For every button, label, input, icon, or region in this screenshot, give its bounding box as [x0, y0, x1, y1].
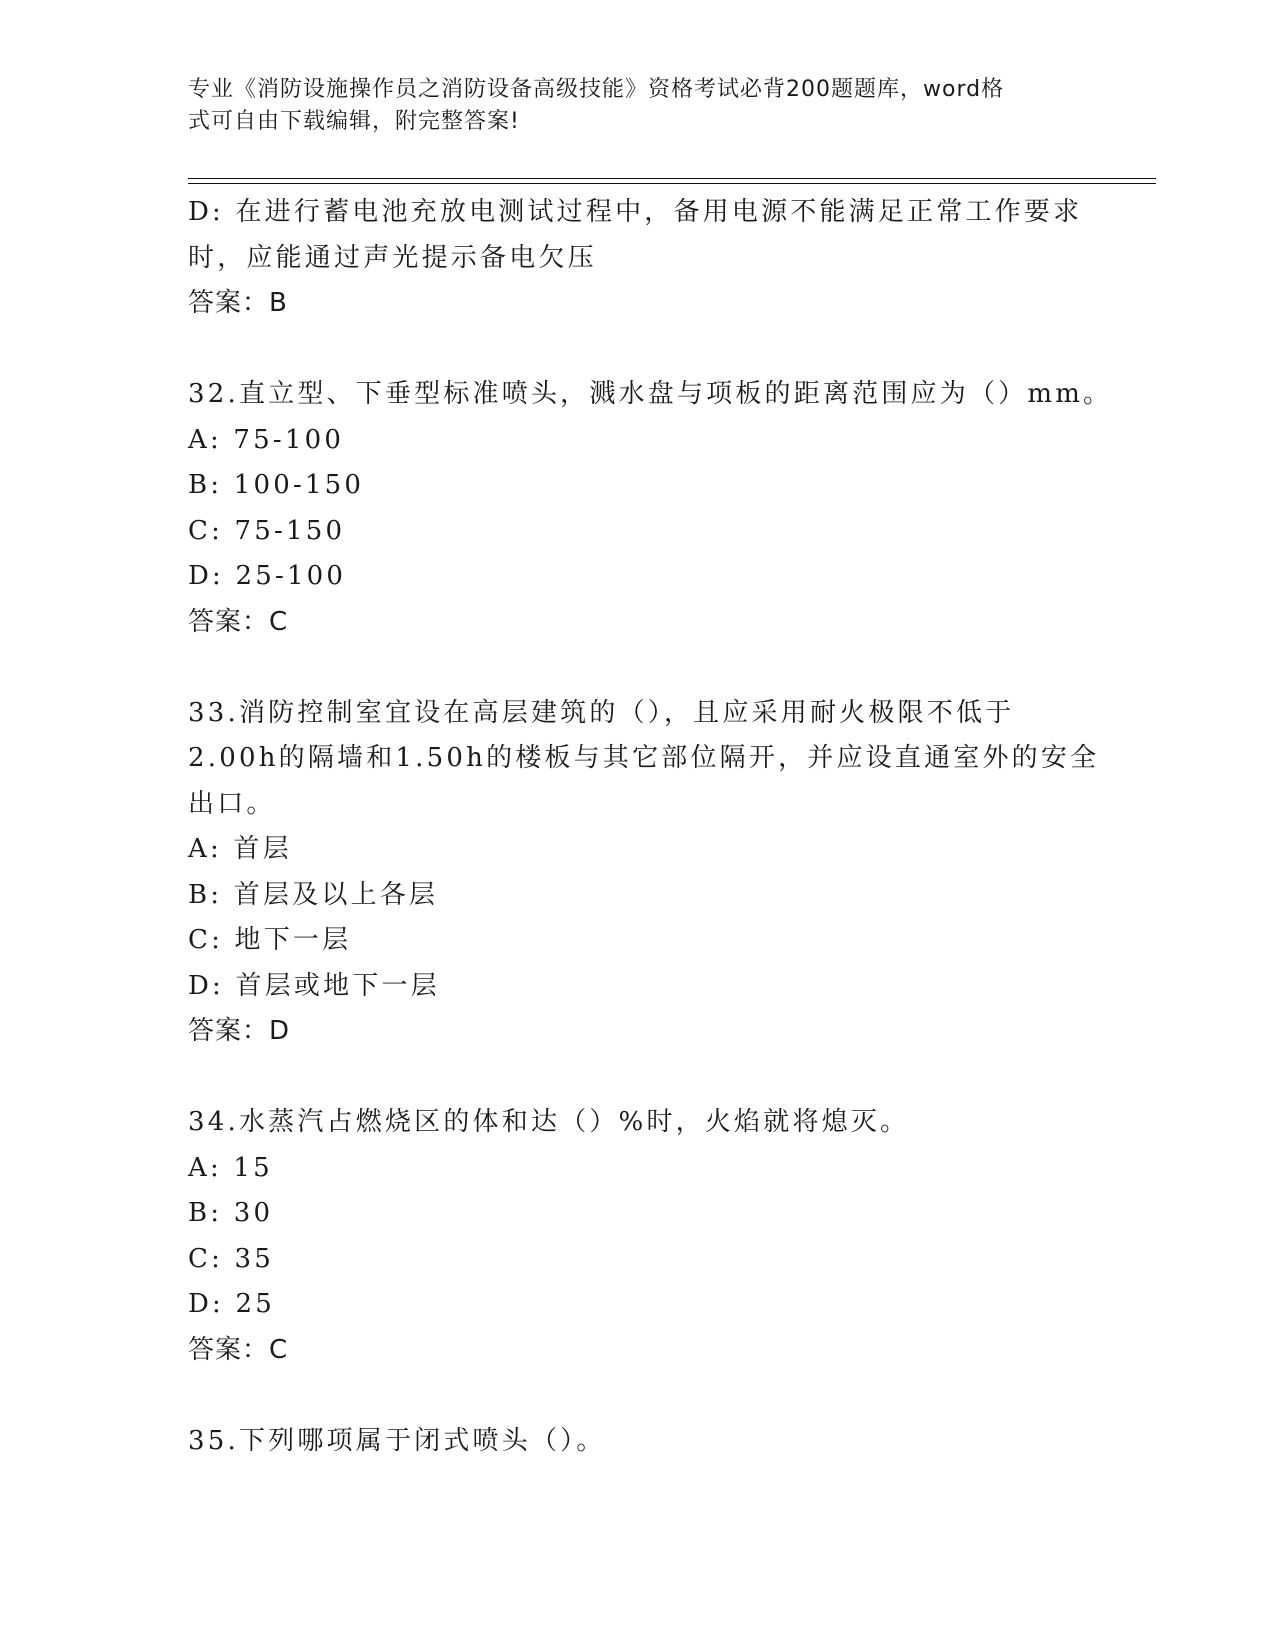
header-divider-bottom: [188, 183, 1156, 184]
question-32: [188, 372, 1113, 645]
question-33: [188, 691, 1100, 1055]
question-35: [188, 1419, 1088, 1465]
option-b: B: 首层及以上各层: [188, 879, 439, 910]
answer: 答案：C: [188, 1334, 289, 1365]
option-b: B: 30: [188, 1198, 274, 1228]
option-c: C: 75-150: [188, 515, 346, 546]
option-d: D: 25-100: [188, 561, 347, 591]
option-c: C: 35: [188, 1243, 275, 1274]
header-line-1: 专业《消防设施操作员之消防设备高级技能》资格考试必背200题题库，word格: [188, 77, 1005, 102]
spacer: [188, 645, 1088, 691]
option-d: D: 首层或地下一层: [188, 970, 440, 1001]
spacer: [188, 1055, 1088, 1101]
question-text: 32.直立型、下垂型标准喷头，溅水盘与项板的距离范围应为（）mm。: [188, 379, 1113, 409]
option-b: B: 100-150: [188, 470, 365, 500]
header-divider-top: [188, 178, 1156, 179]
question-31-tail: [188, 190, 1088, 327]
question-text: 35.下列哪项属于闭式喷头（）。: [188, 1425, 606, 1456]
option-d-line-1: D: 在进行蓄电池充放电测试过程中，备用电源不能满足正常工作要求: [188, 197, 1083, 227]
question-text-line-2: 2.00h的隔墙和1.50h的楼板与其它部位隔开，并应设直通室外的安全: [188, 743, 1100, 773]
question-34: [188, 1100, 1088, 1373]
option-c: C: 地下一层: [188, 925, 352, 955]
header-line-2: 式可自由下载编辑，附完整答案!: [188, 109, 520, 134]
answer: 答案：C: [188, 606, 289, 637]
answer: 答案：B: [188, 288, 288, 318]
option-d-line-2: 时，应能通过声光提示备电欠压: [188, 242, 597, 273]
document-header: [188, 74, 1068, 138]
question-list: [188, 190, 1113, 1464]
question-text-line-1: 33.消防控制室宜设在高层建筑的（），且应采用耐火极限不低于: [188, 697, 1015, 728]
option-a: A: 15: [188, 1152, 273, 1183]
answer: 答案：D: [188, 1016, 291, 1046]
option-d: D: 25: [188, 1289, 275, 1319]
spacer: [188, 1373, 1088, 1419]
option-a: A: 75-100: [188, 424, 345, 455]
option-a: A: 首层: [188, 834, 292, 864]
question-text: 34.水蒸汽占燃烧区的体和达（）%时，火焰就将熄灭。: [188, 1107, 910, 1137]
question-text-line-3: 出口。: [188, 788, 276, 819]
spacer: [188, 327, 1088, 373]
